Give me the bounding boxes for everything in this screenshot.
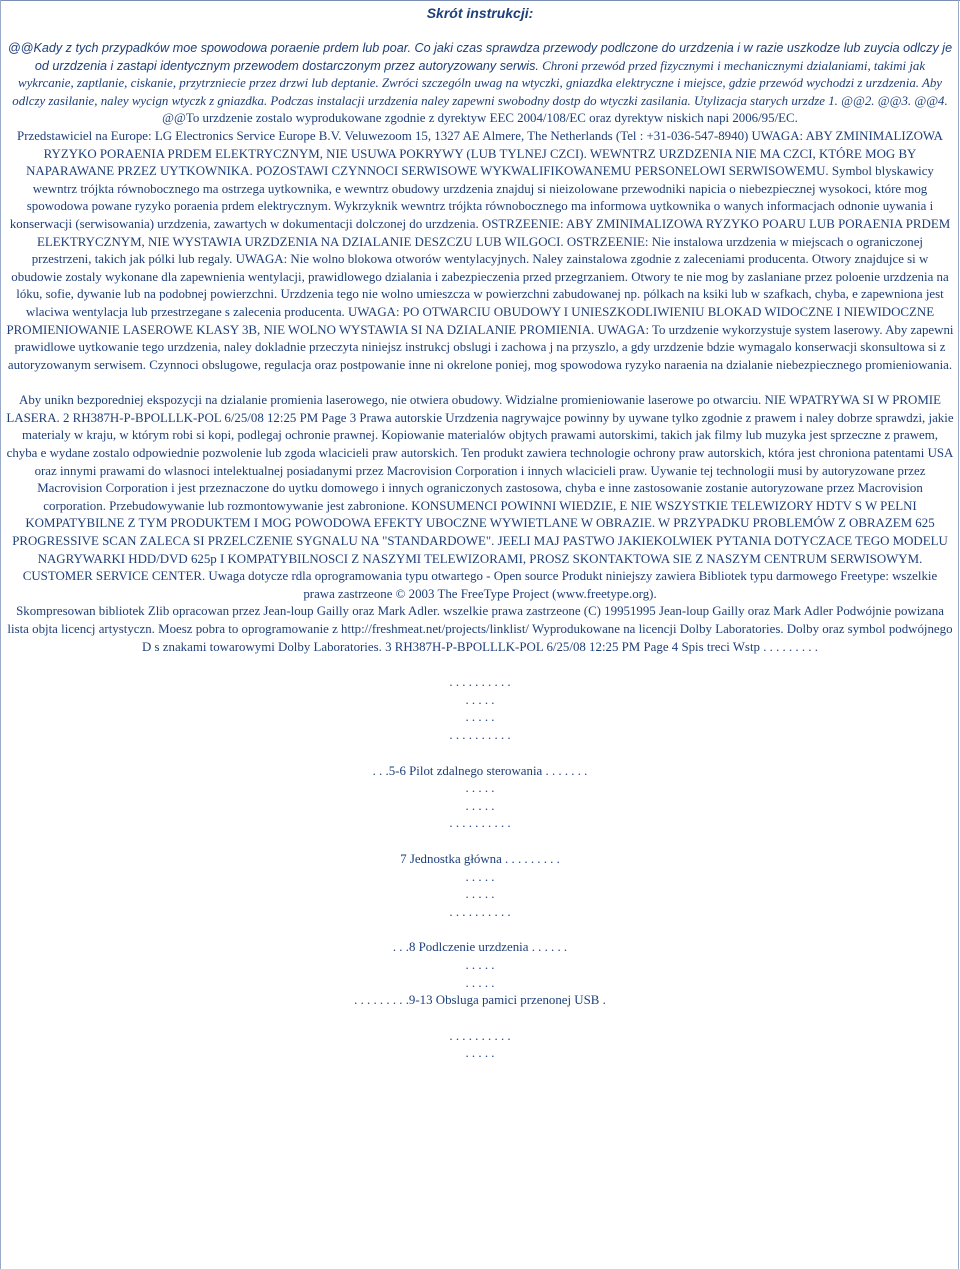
toc-block-5 bbox=[6, 1028, 954, 1063]
spacer bbox=[6, 1010, 954, 1028]
toc-line: . . . . . bbox=[465, 1046, 495, 1061]
toc-line: . . . . . bbox=[465, 710, 495, 725]
paragraph-licenses: Skompresowan bibliotek Zlib opracowan przez Jean-loup Gailly oraz Mark Adler. wszelkie prawa zastrzeone (C) 19951995 Jean-loup Gailly oraz Mark Adler Podwójnie powizana lista objta licencj artystyczn. Moesz pobra to oprogramowanie z http://freshmeat.net/projects/linklist/ Wyprodukowane na licencji Dolby Laboratories. Dolby oraz symbol podwójnego D s znakami towarowymi Dolby Laboratories. 3 RH387H-P-BPOLLLK-POL 6/25/08 12:25 PM Page 4 Spis treci Wstp . . . . . . . . . bbox=[7, 604, 953, 654]
toc-line: . . . . . . . . . . bbox=[449, 727, 511, 742]
spacer bbox=[6, 374, 954, 392]
toc-line: . . . . . . . . . . bbox=[449, 904, 511, 919]
spacer bbox=[6, 745, 954, 763]
paragraph-directive: @@To urzdzenie zostalo wyprodukowane zgodnie z dyrektyw EEC 2004/108/EC oraz dyrektyw niskich napi 2006/95/EC. bbox=[162, 111, 798, 126]
toc-block-2 bbox=[6, 763, 954, 833]
toc-line: . . . . . bbox=[465, 798, 495, 813]
toc-entry-remote[interactable]: . . .5-6 Pilot zdalnego sterowania . . . . . . . bbox=[372, 763, 588, 778]
document-title: Skrót instrukcji: bbox=[426, 5, 534, 21]
toc-line: . . . . . bbox=[465, 887, 495, 902]
toc-entry-main-unit[interactable]: 7 Jednostka główna . . . . . . . . . bbox=[400, 851, 560, 866]
top-border bbox=[0, 0, 960, 1]
right-border bbox=[958, 0, 959, 1269]
spacer bbox=[6, 833, 954, 851]
toc-entry-connection[interactable]: . . .8 Podlczenie urzdzenia . . . . . . bbox=[392, 940, 568, 955]
toc-line: . . . . . . . . . . bbox=[449, 1028, 511, 1043]
toc-line: . . . . . bbox=[465, 957, 495, 972]
spacer bbox=[6, 921, 954, 939]
toc-block-4 bbox=[6, 939, 954, 1009]
toc-line: . . . . . bbox=[465, 869, 495, 884]
toc-line: . . . . . bbox=[465, 975, 495, 990]
toc-line: . . . . . bbox=[465, 781, 495, 796]
toc-line: . . . . . bbox=[465, 692, 495, 707]
toc-line: . . . . . . . . . . bbox=[449, 675, 511, 690]
toc-block-1 bbox=[6, 674, 954, 744]
paragraph-safety-2: Chroni przewód przed fizycznymi i mechanicznymi dzialaniami, takimi jak wykrcanie, zaptlanie, ciskanie, przytrzniecie przez drzwi lub deptanie. Zwróci szczególn uwag na wtyczki, gniazdka elektryczne i miejsce, gdzie przewód wychodzi z urzdzenia. Aby odlczy zasilanie, naley wycign wtyczk z gniazdka. Podczas instalacji urzdzenia naley zapewni swobodny dostp do wtyczki zasilania. Utylizacja starych urzdze 1. @@2. @@3. @@4. bbox=[12, 58, 948, 108]
left-border bbox=[0, 0, 1, 1269]
toc-line: . . . . . . . . . . bbox=[449, 816, 511, 831]
paragraph-warnings: Przedstawiciel na Europe: LG Electronics Service Europe B.V. Veluwezoom 15, 1327 AE Almere, The Netherlands (Tel : +31-036-547-8940) UWAGA: ABY ZMINIMALIZOWA RYZYKO PORAENIA PRDEM ELEKTRYCZNYM, NIE USUWA POKRYWY (LUB TYLNEJ CZCI). WEWNTRZ URZDZENIA NIE MA CZCI, KTÓRE MOG BY NAPARAWANE PRZEZ UYTKOWNIKA. POZOSTAWI CZYNNOCI SERWISOWE WYKWALIFIKOWANEMU PERSONELOWI SERWISOWEMU. Symbol blyskawicy wewntrz trójkta równobocznego ma ostrzega uytkownika, e wewntrz obudowy urzdzenia znajduj si nieizolowane przewodniki napicia o niebezpiecznej wysokoci, które mog spowodowa powane ryzyko poraenia prdem elektrycznym. Wykrzyknik wewntrz trójkta równobocznego ma informowa uytkownika o wanych informacjach odnonie uywania i konserwacji (serwisowania) urzdzenia, zawartych w dokumentacji dolczonej do urzdzenia. OSTRZEENIE: ABY ZMINIMALIZOWA RYZYKO POARU LUB PORAENIA PRDEM ELEKTRYCZNYM, NIE WYSTAWIA URZDZENIA NA DZIALANIE DESZCZU LUB WILGOCI. OSTRZEENIE: Nie instalowa urzdzenia w miejscach o ograniczonej przestrzeni, takich jak pólki lub regaly. UWAGA: Nie wolno blokowa otworów wentylacyjnych. Naley zainstalowa zgodnie z zaleceniami producenta. Otwory znajdujce si w obudowie zostaly wykonane dla zapewnienia wentylacji, prawidlowego dzialania i zabezpieczenia przed przegrzaniem. Otwory te nie mog by zaslaniane przez poloenie urzdzenia na lóku, sofie, dywanie lub na podobnej powierzchni. Urzdzenia tego nie wolno umieszcza w powierzchni zabudowanej np. pólkach na ksiki lub w szafkach, chyba, e zapewniona jest wlaciwa wentylacja lub przestrzegane s zalecenia producenta. UWAGA: PO OTWARCIU OBUDOWY I UNIESZKODLIWIENIU BLOKAD WIDOCZNE I NIEWIDOCZNE PROMIENIOWANIE LASEROWE KLASY 3B, NIE WOLNO WYSTAWIA SI NA DZIALANIE PROMIENIA. UWAGA: To urzdzenie wykorzystuje system laserowy. Aby zapewni prawidlowe uytkowanie tego urzdzenia, naley dokladnie przeczyta niniejsz instrukcj obslugi i zachowa j na przyszlo, a gdy urzdzenie bdzie wymagalo konserwacji skonsultowa si z autoryzowanym serwisem. Czynnoci obslugowe, regulacja oraz postpowanie inne ni okrelone poniej, mog spowodowa ryzyko naraenia na dzialanie niebezpiecznego promieniowania. bbox=[6, 128, 954, 372]
paragraph-safety-1: @@Kady z tych przypadków moe spowodowa poraenie prdem lub poar. Co jaki czas sprawdza przewody podlczone do urzdzenia i w razie uszkodze lub zuycia odlczy je od urzdzenia i zastapi identycznym przewodem dostarczonym przez autoryzowany serwis. bbox=[7, 41, 953, 73]
paragraph-laser-copyright: Aby unikn bezporedniej ekspozycji na dzialanie promienia laserowego, nie otwiera obudowy. Widzialne promieniowanie laserowe po otwarciu. NIE WPATRYWA SI W PROMIE LASERA. 2 RH387H-P-BPOLLLK-POL 6/25/08 12:25 PM Page 3 Prawa autorskie Urzdzenia nagrywajce powinny by uywane tylko zgodnie z prawem i naley dobrze sprawdzi, jakie materialy w kraju, w którym robi si kopi, podlegaj ochronie prawnej. Kopiowanie materialów objtych prawami autorskimi, takich jak filmy lub muzyka jest sprzeczne z prawem, chyba e wydane zostalo odpowiednie pozwolenie lub zgoda wlacicieli praw autorskich. Ten produkt zawiera technologie ochrony praw autorskich, która jest chroniona patentami USA oraz innymi prawami do wlasnoci intelektualnej posiadanymi przez Macrovision Corporation i innych wlacicieli praw. Uywanie tej technologii musi by autoryzowane przez Macrovision Corporation i jest przeznaczone do uytku domowego i innych ograniczonych zastosowa, chyba e inne zastosowanie zostanie autoryzowane przez Macrovision corporation. Przebudowywanie lub rozmontowywanie jest zabronione. KONSUMENCI POWINNI WIEDZIE, E NIE WSZYSTKIE TELEWIZORY HDTV S W PELNI KOMPATYBILNE Z TYM PRODUKTEM I MOG POWODOWA EFEKTY UBOCZNE WYWIETLANE W OBRAZIE. W PRZYPADKU PROBLEMÓW Z OBRAZEM 625 PROGRESSIVE SCAN ZALECA SI PRZELCZENIE SYGNALU NA "STANDARDOWE". JEELI MAJ PASTWO JAKIEKOLWIEK PYTANIA DOTYCZACE TEGO MODELU NAGRYWARKI HDD/DVD 625p I KOMPATYBILNOSCI Z NASZYMI TELEWIZORAMI, PROSZ SKONTAKTOWA SIE Z NASZYM CENTRUM SERWISOWYM. CUSTOMER SERVICE CENTER. Uwaga dotycze rdla oprogramowania typu otwartego - Open source Produkt niniejszy zawiera Bibliotek typu darmowego Freetype: wszelkie prawa zastrzeone © 2003 The FreeType Project (www.freetype.org). bbox=[6, 393, 954, 601]
spacer bbox=[6, 656, 954, 674]
toc-block-3 bbox=[6, 851, 954, 921]
toc-entry-usb[interactable]: . . . . . . . . .9-13 Obsluga pamici przenonej USB . bbox=[354, 993, 606, 1008]
